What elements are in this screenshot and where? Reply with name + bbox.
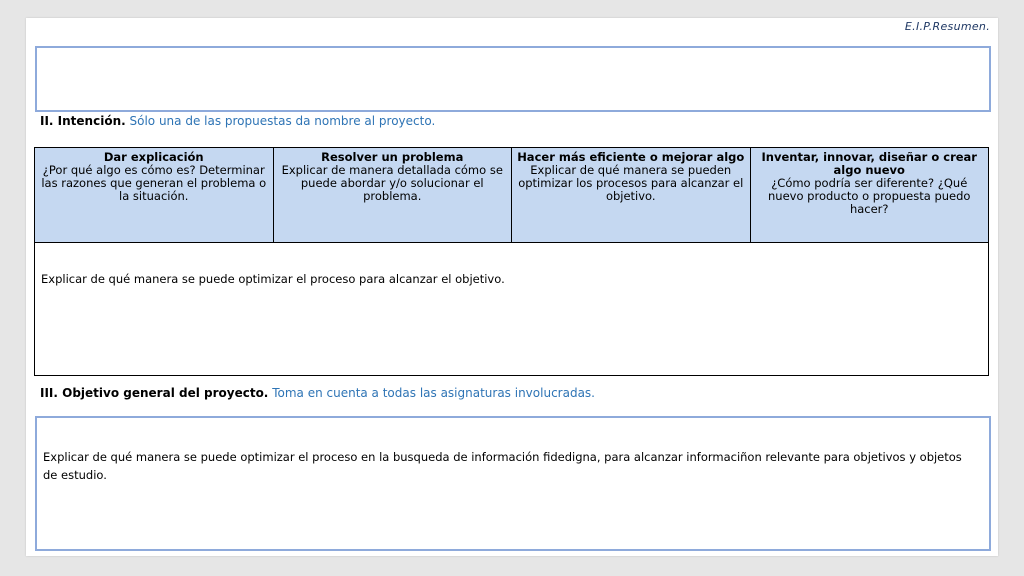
document-page xyxy=(26,18,998,556)
option-description: Explicar de manera detallada cómo se puede abordar y/o solucionar el problema. xyxy=(281,163,503,203)
option-explain[interactable] xyxy=(35,148,274,243)
option-title: Hacer más eficiente o mejorar algo xyxy=(517,150,745,164)
intention-answer-cell[interactable]: Explicar de qué manera se puede optimizar el proceso para alcanzar el objetivo. xyxy=(35,243,989,376)
intention-table xyxy=(34,147,989,376)
intention-answer-row xyxy=(35,243,989,376)
section-intention-label: II. Intención. xyxy=(40,114,126,128)
option-description: Explicar de qué manera se pueden optimizar los procesos para alcanzar el objetivo. xyxy=(518,163,744,203)
intention-options-row xyxy=(35,148,989,243)
section-objective-hint: Toma en cuenta a todas las asignaturas involucradas. xyxy=(272,386,595,400)
option-title: Resolver un problema xyxy=(321,150,464,164)
option-invent[interactable] xyxy=(750,148,989,243)
section-objective-title xyxy=(40,386,595,400)
section-objective-label: III. Objetivo general del proyecto. xyxy=(40,386,269,400)
objective-answer: Explicar de qué manera se puede optimizar el proceso en la busqueda de información fidedigna, para alcanzar informaciñon relevante para objetivos y objetos de estudio. xyxy=(43,450,962,482)
option-description: ¿Cómo podría ser diferente? ¿Qué nuevo producto o propuesta puedo hacer? xyxy=(768,176,971,216)
header-tag: E.I.P.Resumen. xyxy=(904,20,990,33)
option-description: ¿Por qué algo es cómo es? Determinar las razones que generan el problema o la situación. xyxy=(41,163,267,203)
option-improve[interactable] xyxy=(512,148,751,243)
section-intention-title xyxy=(40,114,435,128)
option-title: Dar explicación xyxy=(103,150,204,164)
option-title: Inventar, innovar, diseñar o crear algo nuevo xyxy=(761,150,977,177)
option-solve[interactable] xyxy=(273,148,512,243)
objective-text-box[interactable] xyxy=(35,416,991,551)
section-intention-hint: Sólo una de las propuestas da nombre al proyecto. xyxy=(129,114,436,128)
top-text-box[interactable] xyxy=(35,46,991,112)
